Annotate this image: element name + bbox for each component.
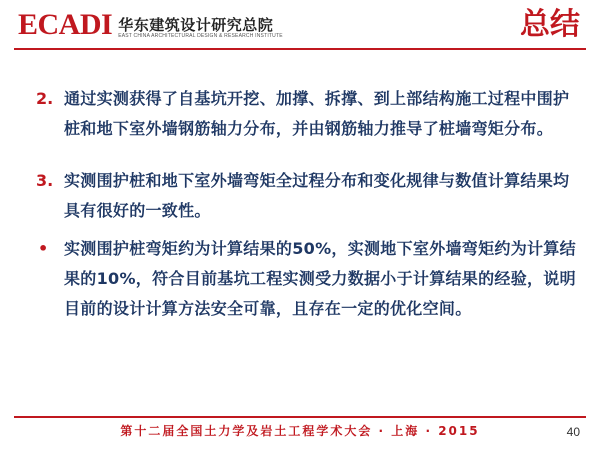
bullet-marker: •	[38, 239, 49, 258]
logo-mark: ECADI	[18, 8, 113, 41]
list-item-2	[36, 84, 576, 144]
slide-content	[36, 84, 576, 346]
header-divider	[14, 48, 586, 50]
list-item-text: 通过实测获得了自基坑开挖、加撑、拆撑、到上部结构施工过程中围护桩和地下室外墙钢筋轴力分布，并由钢筋轴力推导了桩墙弯矩分布。	[64, 89, 570, 138]
list-item-text: 实测围护桩弯矩约为计算结果的50%，实测地下室外墙弯矩约为计算结果的10%，符合目前基坑工程实测受力数据小于计算结果的经验，说明目前的设计计算方法安全可靠，且存在一定的优化空间。	[64, 239, 576, 318]
bullet-item	[36, 234, 576, 324]
slide-header	[0, 0, 600, 62]
list-item-text: 实测围护桩和地下室外墙弯矩全过程分布和变化规律与数值计算结果均具有很好的一致性。	[64, 171, 570, 220]
footer-divider	[14, 416, 586, 418]
list-marker: 3.	[36, 171, 54, 190]
logo-chinese-name: 华东建筑设计研究总院	[118, 16, 274, 34]
list-item-3	[36, 166, 576, 226]
page-number: 40	[566, 425, 580, 439]
footer-conference-text: 第十二届全国土力学及岩土工程学术大会 · 上海 · 2015	[120, 424, 480, 438]
ecadi-logo	[18, 10, 283, 40]
slide-title: 总结	[520, 7, 580, 42]
list-marker: 2.	[36, 89, 54, 108]
logo-english-name: EAST CHINA ARCHITECTURAL DESIGN & RESEARCH INSTITUTE	[118, 33, 283, 39]
logo-text-block	[118, 17, 283, 40]
